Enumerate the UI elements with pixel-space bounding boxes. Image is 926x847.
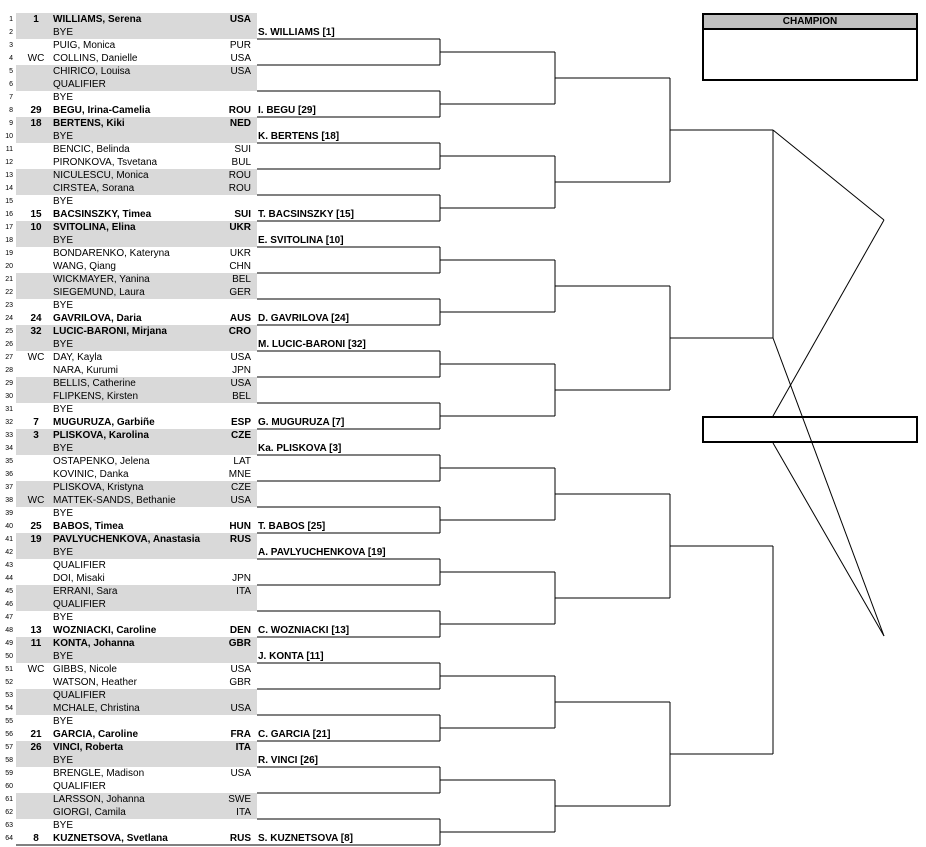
player-name: BACSINSZKY, Timea: [53, 209, 152, 220]
country-code: ROU: [228, 183, 251, 194]
bracket-line: [773, 220, 884, 416]
player-name: WOZNIACKI, Caroline: [53, 625, 157, 636]
player-name: WATSON, Heather: [53, 677, 137, 688]
player-name: GAVRILOVA, Daria: [53, 313, 142, 324]
line-number: 43: [5, 562, 13, 569]
line-number: 38: [5, 497, 13, 504]
line-number: 49: [5, 640, 13, 647]
line-number: 59: [5, 770, 13, 777]
line-number: 60: [5, 783, 13, 790]
country-code: MNE: [228, 469, 251, 480]
player-name: QUALIFIER: [53, 560, 106, 571]
line-number: 1: [9, 16, 13, 23]
seed: WC: [27, 664, 45, 675]
round2-winner: G. MUGURUZA [7]: [258, 417, 345, 428]
line-number: 26: [5, 341, 13, 348]
player-name: MCHALE, Christina: [53, 703, 140, 714]
country-code: HUN: [229, 521, 251, 532]
player-name: MUGURUZA, Garbiñe: [53, 417, 155, 428]
line-number: 21: [5, 276, 13, 283]
player-name: NARA, Kurumi: [53, 365, 119, 376]
seed: 7: [33, 417, 39, 428]
player-name: BYE: [53, 339, 74, 350]
player-name: ERRANI, Sara: [53, 586, 118, 597]
country-code: ROU: [228, 170, 251, 181]
line-number: 35: [5, 458, 13, 465]
player-name: WANG, Qiang: [53, 261, 116, 272]
line-number: 13: [5, 172, 13, 179]
seed: 10: [30, 222, 42, 233]
line-number: 7: [9, 94, 13, 101]
line-number: 53: [5, 692, 13, 699]
bracket-line: [773, 130, 884, 220]
seed: 8: [33, 833, 39, 844]
seed: 11: [30, 638, 42, 649]
line-number: 61: [5, 796, 13, 803]
player-name: QUALIFIER: [53, 599, 106, 610]
line-number: 50: [5, 653, 13, 660]
country-code: RUS: [229, 833, 251, 844]
player-name: BYE: [53, 820, 74, 831]
player-name: GIORGI, Camila: [53, 807, 126, 818]
line-number: 19: [5, 250, 13, 257]
line-number: 52: [5, 679, 13, 686]
line-number: 11: [5, 146, 13, 153]
player-name: BYE: [53, 131, 74, 142]
round2-winner: T. BACSINSZKY [15]: [258, 209, 354, 220]
country-code: BEL: [232, 391, 251, 402]
country-code: USA: [229, 14, 251, 25]
country-code: USA: [230, 664, 251, 675]
line-number: 5: [9, 68, 13, 75]
player-name: DAY, Kayla: [53, 352, 103, 363]
line-number: 32: [5, 419, 13, 426]
country-code: USA: [230, 495, 251, 506]
line-number: 14: [5, 185, 13, 192]
line-number: 64: [5, 835, 13, 842]
country-code: USA: [230, 66, 251, 77]
player-name: OSTAPENKO, Jelena: [53, 456, 150, 467]
round2-winner: Ka. PLISKOVA [3]: [258, 443, 342, 454]
line-number: 63: [5, 822, 13, 829]
line-number: 30: [5, 393, 13, 400]
player-name: WICKMAYER, Yanina: [53, 274, 150, 285]
player-name: FLIPKENS, Kirsten: [53, 391, 139, 402]
country-code: USA: [230, 378, 251, 389]
country-code: UKR: [229, 248, 251, 259]
country-code: ROU: [228, 105, 251, 116]
line-number: 12: [5, 159, 13, 166]
line-number: 62: [5, 809, 13, 816]
seed: 1: [33, 14, 39, 25]
player-name: VINCI, Roberta: [53, 742, 124, 753]
player-name: PAVLYUCHENKOVA, Anastasia: [53, 534, 201, 545]
line-number: 18: [5, 237, 13, 244]
line-number: 39: [5, 510, 13, 517]
country-code: AUS: [229, 313, 251, 324]
player-name: KUZNETSOVA, Svetlana: [53, 833, 168, 844]
line-number: 56: [5, 731, 13, 738]
line-number: 22: [5, 289, 13, 296]
country-code: FRA: [230, 729, 251, 740]
player-name: BYE: [53, 755, 74, 766]
line-number: 42: [5, 549, 13, 556]
player-name: WILLIAMS, Serena: [53, 14, 142, 25]
line-number: 28: [5, 367, 13, 374]
round2-winner: K. BERTENS [18]: [258, 131, 340, 142]
line-number: 15: [5, 198, 13, 205]
line-number: 34: [5, 445, 13, 452]
player-name: CIRSTEA, Sorana: [53, 183, 135, 194]
country-code: DEN: [229, 625, 251, 636]
line-number: 2: [9, 29, 13, 36]
country-code: GBR: [228, 638, 251, 649]
player-name: BENCIC, Belinda: [53, 144, 130, 155]
player-name: BYE: [53, 196, 74, 207]
player-name: SIEGEMUND, Laura: [53, 287, 145, 298]
seed: 18: [30, 118, 42, 129]
player-name: KOVINIC, Danka: [53, 469, 129, 480]
line-number: 46: [5, 601, 13, 608]
player-name: KONTA, Johanna: [53, 638, 135, 649]
round2-winner: C. WOZNIACKI [13]: [258, 625, 350, 636]
player-name: BEGU, Irina-Camelia: [53, 105, 151, 116]
player-name: LUCIC-BARONI, Mirjana: [53, 326, 167, 337]
seed: 15: [30, 209, 42, 220]
line-number: 6: [9, 81, 13, 88]
country-code: UKR: [229, 222, 251, 233]
player-name: PLISKOVA, Kristyna: [53, 482, 144, 493]
line-number: 20: [5, 263, 13, 270]
player-name: BELLIS, Catherine: [53, 378, 136, 389]
seed: 29: [30, 105, 42, 116]
country-code: PUR: [229, 40, 251, 51]
final-result-box: [702, 416, 918, 443]
player-name: GARCIA, Caroline: [53, 729, 139, 740]
round2-winner: D. GAVRILOVA [24]: [258, 313, 349, 324]
country-code: SWE: [228, 794, 251, 805]
line-number: 23: [5, 302, 13, 309]
line-number: 48: [5, 627, 13, 634]
player-name: GIBBS, Nicole: [53, 664, 117, 675]
country-code: USA: [230, 768, 251, 779]
country-code: BEL: [232, 274, 251, 285]
player-name: COLLINS, Danielle: [53, 53, 138, 64]
country-code: CRO: [228, 326, 251, 337]
line-number: 9: [9, 120, 13, 127]
player-name: PUIG, Monica: [53, 40, 116, 51]
country-code: CZE: [231, 430, 251, 441]
player-name: BYE: [53, 443, 74, 454]
country-code: JPN: [232, 573, 251, 584]
line-number: 37: [5, 484, 13, 491]
line-number: 33: [5, 432, 13, 439]
country-code: USA: [230, 703, 251, 714]
line-number: 45: [5, 588, 13, 595]
country-code: CZE: [231, 482, 251, 493]
line-number: 10: [5, 133, 13, 140]
country-code: USA: [230, 53, 251, 64]
player-name: BERTENS, Kiki: [53, 118, 125, 129]
country-code: JPN: [232, 365, 251, 376]
country-code: RUS: [229, 534, 251, 545]
seed: 32: [30, 326, 42, 337]
country-code: GBR: [229, 677, 251, 688]
country-code: ITA: [235, 742, 251, 753]
bracket-line: [773, 443, 884, 636]
player-name: BYE: [53, 27, 74, 38]
line-number: 41: [5, 536, 13, 543]
seed: 19: [30, 534, 42, 545]
round2-winner: T. BABOS [25]: [258, 521, 326, 532]
line-number: 47: [5, 614, 13, 621]
player-name: BYE: [53, 235, 74, 246]
seed: 13: [30, 625, 42, 636]
line-number: 27: [5, 354, 13, 361]
round2-winner: E. SVITOLINA [10]: [258, 235, 344, 246]
player-name: NICULESCU, Monica: [53, 170, 149, 181]
seed: 21: [30, 729, 42, 740]
round2-winner: R. VINCI [26]: [258, 755, 319, 766]
country-code: NED: [229, 118, 251, 129]
player-name: LARSSON, Johanna: [53, 794, 145, 805]
player-name: BYE: [53, 612, 74, 623]
country-code: CHN: [229, 261, 251, 272]
player-name: DOI, Misaki: [53, 573, 105, 584]
player-name: MATTEK-SANDS, Bethanie: [53, 495, 176, 506]
line-number: 44: [5, 575, 13, 582]
player-name: QUALIFIER: [53, 690, 106, 701]
seed: 3: [33, 430, 39, 441]
player-name: PIRONKOVA, Tsvetana: [53, 157, 158, 168]
player-name: BYE: [53, 92, 74, 103]
line-number: 4: [9, 55, 13, 62]
country-code: ESP: [230, 417, 251, 428]
line-number: 51: [5, 666, 13, 673]
line-number: 31: [5, 406, 13, 413]
seed: WC: [27, 495, 45, 506]
line-number: 57: [5, 744, 13, 751]
round2-winner: S. WILLIAMS [1]: [258, 27, 335, 38]
player-name: BYE: [53, 404, 74, 415]
round2-winner: M. LUCIC-BARONI [32]: [258, 339, 366, 350]
round2-winner: C. GARCIA [21]: [258, 729, 331, 740]
line-number: 36: [5, 471, 13, 478]
player-name: PLISKOVA, Karolina: [53, 430, 149, 441]
line-number: 24: [5, 315, 13, 322]
player-name: BRENGLE, Madison: [53, 768, 145, 779]
player-name: BYE: [53, 508, 74, 519]
player-name: CHIRICO, Louisa: [53, 66, 131, 77]
player-name: SVITOLINA, Elina: [53, 222, 136, 233]
seed: 24: [30, 313, 42, 324]
line-number: 55: [5, 718, 13, 725]
round2-winner: S. KUZNETSOVA [8]: [258, 833, 354, 844]
line-number: 25: [5, 328, 13, 335]
line-number: 8: [9, 107, 13, 114]
country-code: USA: [230, 352, 251, 363]
round2-winner: I. BEGU [29]: [258, 105, 316, 116]
player-name: BYE: [53, 547, 74, 558]
seed: 25: [30, 521, 42, 532]
player-name: BYE: [53, 651, 74, 662]
country-code: BUL: [231, 157, 251, 168]
round2-winner: J. KONTA [11]: [258, 651, 324, 662]
line-number: 54: [5, 705, 13, 712]
line-number: 17: [5, 224, 13, 231]
champion-header: CHAMPION: [704, 15, 916, 30]
country-code: SUI: [234, 144, 251, 155]
country-code: ITA: [236, 586, 251, 597]
line-number: 29: [5, 380, 13, 387]
line-number: 40: [5, 523, 13, 530]
country-code: ITA: [236, 807, 251, 818]
seed: 26: [30, 742, 42, 753]
champion-box: [702, 13, 918, 81]
player-name: QUALIFIER: [53, 781, 106, 792]
player-name: QUALIFIER: [53, 79, 106, 90]
round2-winner: A. PAVLYUCHENKOVA [19]: [258, 547, 386, 558]
line-number: 16: [5, 211, 13, 218]
country-code: SUI: [234, 209, 251, 220]
line-number: 3: [9, 42, 13, 49]
seed: WC: [27, 352, 45, 363]
player-name: BABOS, Timea: [53, 521, 124, 532]
player-name: BYE: [53, 300, 74, 311]
country-code: GER: [229, 287, 251, 298]
country-code: LAT: [233, 456, 251, 467]
bracket-line: [773, 338, 884, 636]
seed: WC: [27, 53, 45, 64]
player-name: BYE: [53, 716, 74, 727]
line-number: 58: [5, 757, 13, 764]
player-name: BONDARENKO, Kateryna: [53, 248, 170, 259]
